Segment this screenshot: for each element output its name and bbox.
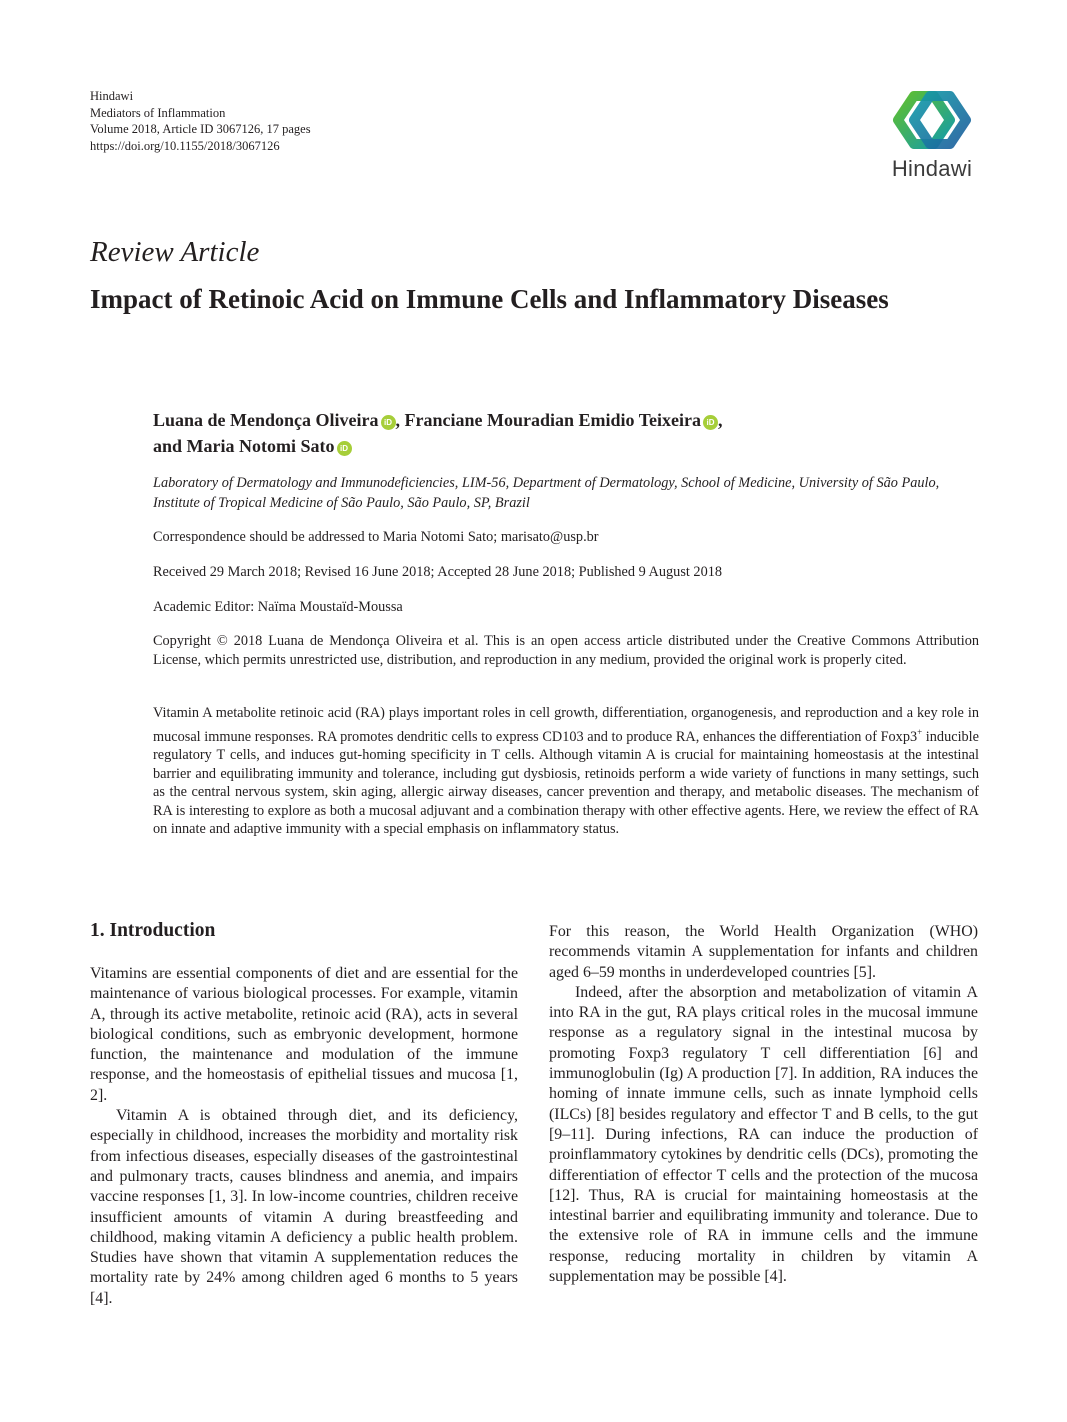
body-paragraph: Vitamins are essential components of diet and are essential for the maintenance of various biological processes. For example, vitamin A, through its active metabolite, retinoic acid (RA), acts in several biological conditions, such as embryonic development, hormone function, the maintenance and modulation of the immune response, and the homeostasis of epithelial tissues and mucosa [1, 2]. <box>90 965 518 1104</box>
body-paragraph: Vitamin A is obtained through diet, and its deficiency, especially in childhood, increases the morbidity and mortality risk from infectious diseases, especially diseases of the gastrointestinal and pulmonary tracts, causes blindness and anemia, and impairs vaccine responses [1, 3]. In low-income countries, children receive insufficient amounts of vitamin A during breastfeeding and childhood, making vitamin A deficiency a public health problem. Studies have shown that vitamin A supplementation reduces the mortality rate by 24% among children aged 6 months to 5 years [4]. <box>90 1107 518 1307</box>
volume-line: Volume 2018, Article ID 3067126, 17 pages <box>90 122 311 136</box>
author-name: Franciane Mouradian Emidio Teixeira <box>404 410 702 430</box>
body-paragraph: For this reason, the World Health Organization (WHO) recommends vitamin A supplementation for infants and children aged 6–59 months in underdeveloped countries [5]. <box>549 923 978 981</box>
author-separator: , <box>718 410 723 430</box>
hindawi-logo <box>884 86 984 182</box>
author-list <box>153 407 913 459</box>
copyright-notice: Copyright © 2018 Luana de Mendonça Oliveira et al. This is an open access article distributed under the Creative Commons Attribution License, which permits unrestricted use, distribution, and reproduction in any medium, provided the original work is properly cited. <box>153 633 979 668</box>
correspondence: Correspondence should be addressed to Maria Notomi Sato; marisato@usp.br <box>153 529 599 545</box>
author-prefix: and <box>153 436 187 456</box>
journal-name: Mediators of Inflammation <box>90 105 226 120</box>
author-name: Maria Notomi Sato <box>186 436 335 456</box>
body-column-left <box>90 964 518 1309</box>
article-type: Review Article <box>90 236 260 268</box>
author-name: Luana de Mendonça Oliveira <box>153 410 379 430</box>
orcid-icon[interactable]: iD <box>703 415 718 430</box>
journal-header <box>90 88 311 154</box>
publisher-name: Hindawi <box>90 89 134 103</box>
abstract-text: inducible regulatory T cells, and induces gut-homing specificity in T cells. Although vitamin A is crucial for maintaining homeostasis at the intestinal barrier and equilibrating immunity and tolerance, including gut dysbiosis, retinoids perform a wide variety of functions in many settings, such as the central nervous system, skin aging, allergic airway diseases, cancer prevention and therapy, and metabolic diseases. The mechanism of RA is interesting to explore as both a mucosal adjuvant and a combination therapy with other effective agents. Here, we review the effect of RA on innate and adaptive immunity with a special emphasis on inflammatory status. <box>153 728 980 838</box>
section-heading: 1. Introduction <box>90 920 216 941</box>
abstract-superscript: + <box>917 726 923 737</box>
publication-dates: Received 29 March 2018; Revised 16 June 2018; Accepted 28 June 2018; Published 9 August 2018 <box>153 564 723 580</box>
article-title: Impact of Retinoic Acid on Immune Cells and Inflammatory Diseases <box>90 284 889 314</box>
orcid-icon[interactable]: iD <box>337 441 352 456</box>
abstract-text: Vitamin A metabolite retinoic acid (RA) plays important roles in cell growth, differentiation, organogenesis, and reproduction and a key role in mucosal immune responses. RA promotes dendritic cells to express CD103 and to produce RA, enhances the differentiation of Foxp3 <box>153 705 979 745</box>
academic-editor: Academic Editor: Naïma Moustaïd-Moussa <box>153 599 403 615</box>
affiliation: Laboratory of Dermatology and Immunodeficiencies, LIM-56, Department of Dermatology, School of Medicine, University of São Paulo, Institute of Tropical Medicine of São Paulo, São Paulo, SP, Brazil <box>153 475 940 511</box>
body-paragraph: Indeed, after the absorption and metabolization of vitamin A into RA in the gut, RA plays critical roles in the mucosal immune response as a regulatory signal in the intestinal mucosa by promoting Foxp3 regulatory T cell differentiation [6] and immunoglobulin (Ig) A production [7]. In addition, RA induces the homing of innate immune cells, such as innate lymphoid cells (ILCs) [8] besides regulatory and effector T and B cells, to the gut [9–11]. During infections, RA can induce the production of proinflammatory cytokines by dendritic cells (DCs), promoting the differentiation of effector T cells and the protection of the mucosa [12]. Thus, RA is crucial for maintaining homeostasis at the intestinal barrier and equilibrating immunity and tolerance. Due to the extensive role of RA in immune cells and the immune response, reducing mortality in children by vitamin A supplementation may be possible [4]. <box>549 983 978 1286</box>
abstract <box>153 704 979 839</box>
author-separator: , <box>395 410 405 430</box>
body-column-right <box>549 922 978 1287</box>
doi-link[interactable]: https://doi.org/10.1155/2018/3067126 <box>90 138 280 153</box>
hindawi-logo-icon <box>884 86 980 154</box>
logo-wordmark: Hindawi <box>891 156 973 181</box>
orcid-icon[interactable]: iD <box>381 415 396 430</box>
